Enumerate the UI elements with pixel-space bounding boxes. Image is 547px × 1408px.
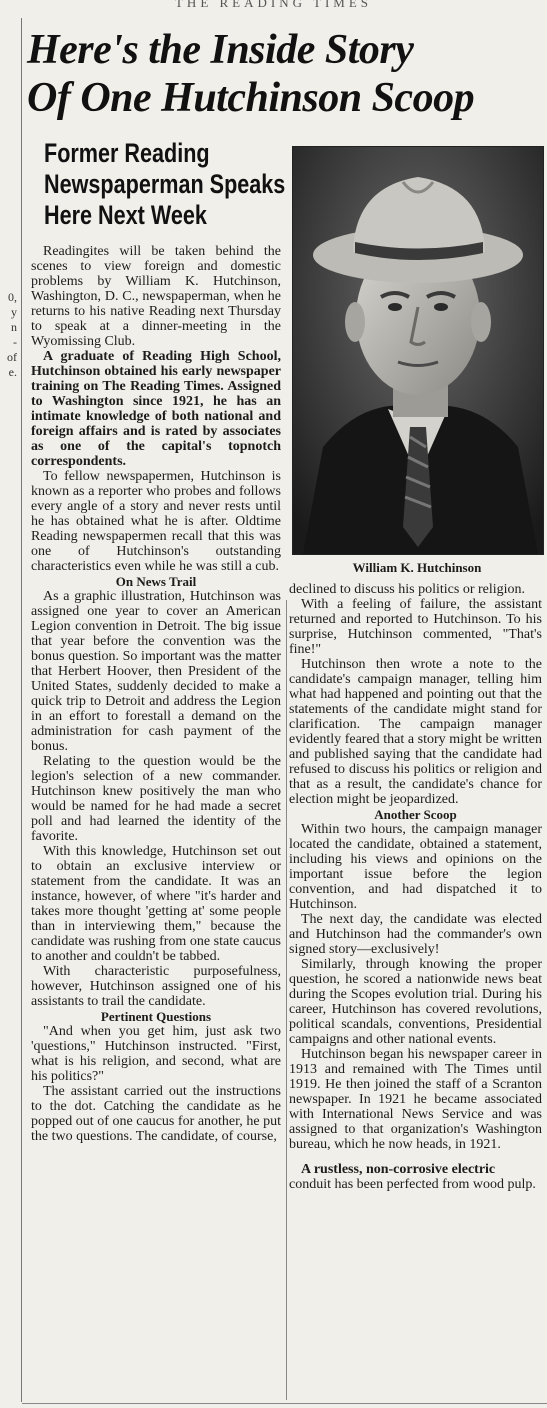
paragraph: With a feeling of failure, the assistant returned and reported to Hutchinson. To his surprise, Hutchinson commented, "That's fine!" [289, 597, 542, 657]
paragraph: Hutchinson then wrote a note to the candidate's campaign manager, telling him what had happened and pointing out that the statements of the candidate might stand for clarification. The campaign manager evidently feared that a story might be written and published saying that the candidate had refused to discuss his politics or religion and that as a result, the candidate's chance for election might be jeopardized. [289, 657, 542, 807]
paragraph: As a graphic illustration, Hutchinson was assigned one year to cover an American Legion convention in Detroit. The big issue that year before the convention was the bonus question. So important was the matter that Herbert Hoover, then President of the United States, suddenly decided to make a quick trip to Detroit and address the Legion in an effort to forestall a demand on the administration for cash payment of the bonus. [31, 589, 281, 754]
column-rule-middle [286, 600, 287, 1400]
headline-line: Of One Hutchinson Scoop [27, 75, 475, 121]
headline [27, 26, 542, 122]
headline-line: Here's the Inside Story [27, 27, 414, 73]
paragraph: Readingites will be taken behind the scenes to view foreign and domestic problems by William K. Hutchinson, Washington, D. C., newspaperman, when he returns to his native Reading next Thursday to speak at a dinner-meeting in the Wyomissing Club. [31, 244, 281, 349]
subheadline-line: Newspaperman Speaks [44, 169, 286, 199]
paragraph-bold: A graduate of Reading High School, Hutchinson obtained his early newspaper training on The Reading Times. Assigned to Washington since 1921, he has an intimate knowledge of both national and foreign affairs and is rated by associates as one of the capital's topnotch correspondents. [31, 349, 281, 469]
filler-item-lead: A rustless, non-corrosive electric [301, 1162, 496, 1177]
portrait-photo [292, 146, 544, 555]
paragraph: The next day, the candidate was elected and Hutchinson had the commander's own signed story—exclusively! [289, 912, 542, 957]
paragraph: To fellow newspapermen, Hutchinson is known as a reporter who probes and follows every angle of a story and never rests until he has obtained what he is after. Oldtime Reading newspapermen recall that this was one of Hutchinson's outstanding characteristics even while he was still a cub. [31, 469, 281, 574]
bottom-rule [22, 1403, 547, 1404]
paragraph: The assistant carried out the instructions to the dot. Catching the candidate as he popped out of one caucus for another, he put the two questions. The candidate, of course, [31, 1084, 281, 1144]
portrait-illustration [293, 147, 543, 554]
paragraph: With characteristic purposefulness, however, Hutchinson assigned one of his assistants to trail the candidate. [31, 964, 281, 1009]
subheadline-line: Former Reading [44, 138, 210, 168]
section-subhead: Another Scoop [374, 807, 457, 822]
subheadline [44, 138, 286, 231]
adjacent-column-edge [0, 290, 20, 380]
filler-item-continued: conduit has been perfected from wood pulp. [289, 1177, 536, 1192]
paragraph: Within two hours, the campaign manager located the candidate, obtained a statement, including his views and opinions on the important issue before the legion convention, and had dispatched it to Hutchinson. [289, 822, 542, 912]
column-rule-left [21, 18, 22, 1402]
edge-fragment: e. [8, 365, 17, 379]
paragraph: Similarly, through knowing the proper question, he scored a nationwide news beat during the Scopes evolution trial. During his career, Hutchinson has covered revolutions, political scandals, conventions, Presidential campaigns and other national events. [289, 957, 542, 1047]
paragraph-continued: declined to discuss his politics or religion. [289, 582, 526, 597]
edge-fragment: y [11, 305, 17, 319]
paragraph: With this knowledge, Hutchinson set out to obtain an exclusive interview or statement from the candidate. It was an instance, however, of where "it's harder and takes more thought 'getting at' some people than in interviewing them," because the candidate was rushing from one state caucus to another and couldn't be tabbed. [31, 844, 281, 964]
article-column-2 [289, 582, 542, 1192]
masthead-fragment: THE READING TIMES [174, 0, 373, 10]
paragraph: "And when you get him, just ask two 'questions," Hutchinson instructed. "First, what is his religion, and second, what are his politics?" [31, 1024, 281, 1084]
article-column-1 [31, 244, 281, 1144]
edge-fragment: - [13, 335, 17, 349]
section-subhead: On News Trail [115, 574, 197, 589]
paragraph: Relating to the question would be the legion's selection of a new commander. Hutchinson knew positively the man who would be named for he had made a secret poll and had learned the identity of the favorite. [31, 754, 281, 844]
photo-caption: William K. Hutchinson [352, 560, 482, 575]
paragraph: Hutchinson began his newspaper career in 1913 and remained with The Times until 1919. He then joined the staff of a Scranton newspaper. In 1921 he became associated with International News Service and was assigned to that organization's Washington bureau, which he now heads, in 1921. [289, 1047, 542, 1152]
edge-fragment: n [11, 320, 17, 334]
edge-fragment: 0, [8, 290, 17, 304]
section-subhead: Pertinent Questions [100, 1009, 212, 1024]
subheadline-line: Here Next Week [44, 200, 207, 230]
edge-fragment: of [7, 350, 17, 364]
